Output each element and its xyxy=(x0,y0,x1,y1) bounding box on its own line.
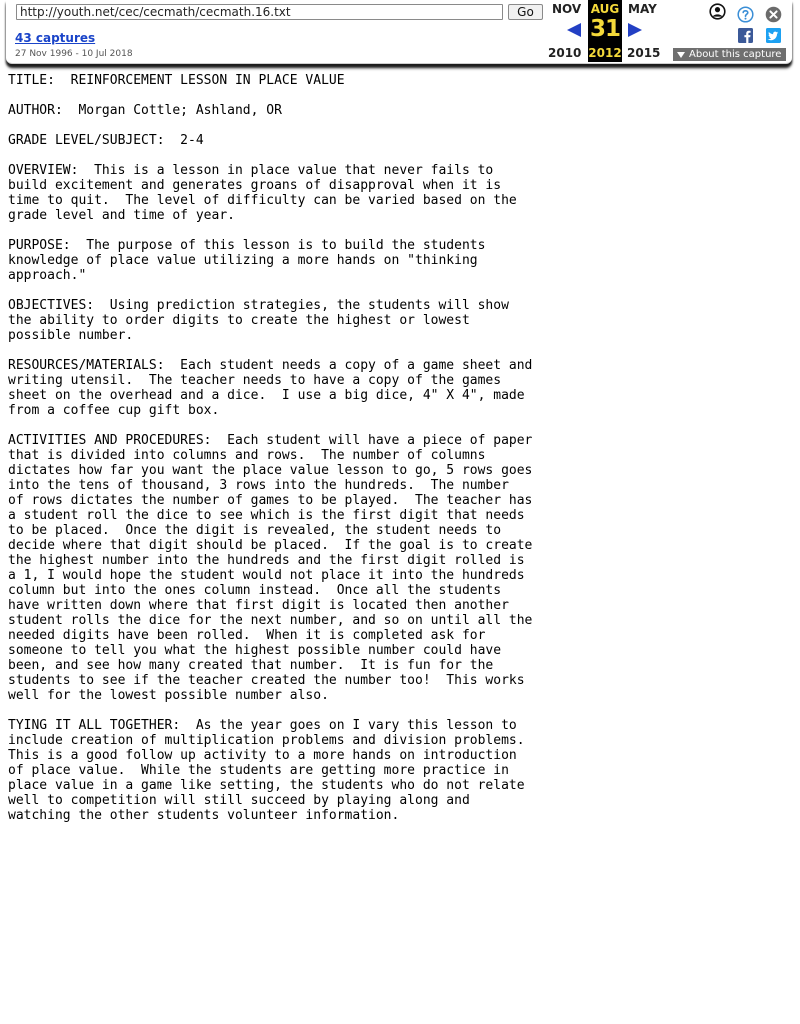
doc-author: AUTHOR: Morgan Cottle; Ashland, OR xyxy=(8,103,282,118)
url-input[interactable] xyxy=(16,4,503,20)
next-month-link[interactable]: MAY xyxy=(628,2,657,16)
current-year: 2012 xyxy=(588,46,622,60)
about-capture-dropdown[interactable] xyxy=(673,48,786,61)
doc-tying-together: TYING IT ALL TOGETHER: As the year goes on I vary this lesson to include creation of multiplication problems and division problems. This is a good follow up activity to a more hands on introduction of place value. While the students are getting more practice in place value in a game like setting, the students who do not relate well to competition will still succeed by playing along and watching the other students volunteer information. xyxy=(8,718,525,823)
go-button[interactable]: Go xyxy=(508,4,543,20)
document-text xyxy=(8,73,532,823)
doc-purpose: PURPOSE: The purpose of this lesson is to build the students knowledge of place value utilizing a more hands on "thinking approach." xyxy=(8,238,486,283)
about-capture-label: About this capture xyxy=(689,49,782,60)
doc-title: TITLE: REINFORCEMENT LESSON IN PLACE VALUE xyxy=(8,73,345,88)
current-capture-date xyxy=(588,0,622,62)
next-year-link[interactable]: 2015 xyxy=(627,46,661,60)
wayback-toolbar xyxy=(6,0,792,64)
facebook-icon[interactable] xyxy=(738,28,753,43)
current-month: AUG xyxy=(590,2,620,16)
user-icon[interactable] xyxy=(709,3,726,20)
next-capture-arrow-icon[interactable] xyxy=(628,23,642,37)
triangle-down-icon xyxy=(677,52,685,58)
close-icon[interactable] xyxy=(765,6,782,23)
capture-date-range: 27 Nov 1996 - 10 Jul 2018 xyxy=(15,49,133,59)
doc-overview: OVERVIEW: This is a lesson in place value that never fails to build excitement and generates groans of disapproval when it is time to quit. The level of difficulty can be varied based on the grade level and time of year. xyxy=(8,163,517,223)
prev-month-link[interactable]: NOV xyxy=(552,2,582,16)
doc-grade-level: GRADE LEVEL/SUBJECT: 2-4 xyxy=(8,133,204,148)
prev-capture-arrow-icon[interactable] xyxy=(567,23,581,37)
doc-activities: ACTIVITIES AND PROCEDURES: Each student will have a piece of paper that is divided into columns and rows. The number of columns dictates how far you want the place value lesson to go, 5 rows goes into the tens of thousand, 3 rows into the hundreds. The number of rows dictates the number of games to be played. The teacher has a student roll the dice to see which is the first digit that needs to be placed. Once the digit is revealed, the student needs to decide where that digit should be placed. If the goal is to create the highest number into the hundreds and the first digit rolled is a 1, I would hope the student would not place it into the hundreds column but into the ones column instead. Once all the students have written down where that first digit is located then another student rolls the dice for the next number, and so on until all the needed digits have been rolled. When it is completed ask for someone to tell you what the highest possible number could have been, and see how many created that number. It is fun for the students to see if the teacher created the number too! This works well for the lowest possible number also. xyxy=(8,433,533,703)
captures-link[interactable]: 43 captures xyxy=(15,31,96,45)
doc-resources: RESOURCES/MATERIALS: Each student needs a copy of a game sheet and writing utensil. The teacher needs to have a copy of the games sheet on the overhead and a dice. I use a big dice, 4" X 4", made from a coffee cup gift box. xyxy=(8,358,533,418)
prev-year-link[interactable]: 2010 xyxy=(548,46,582,60)
current-day: 31 xyxy=(589,16,620,42)
doc-objectives: OBJECTIVES: Using prediction strategies, the students will show the ability to order digits to create the highest or lowest possible number. xyxy=(8,298,509,343)
twitter-icon[interactable] xyxy=(766,28,781,43)
help-icon[interactable] xyxy=(737,6,754,23)
